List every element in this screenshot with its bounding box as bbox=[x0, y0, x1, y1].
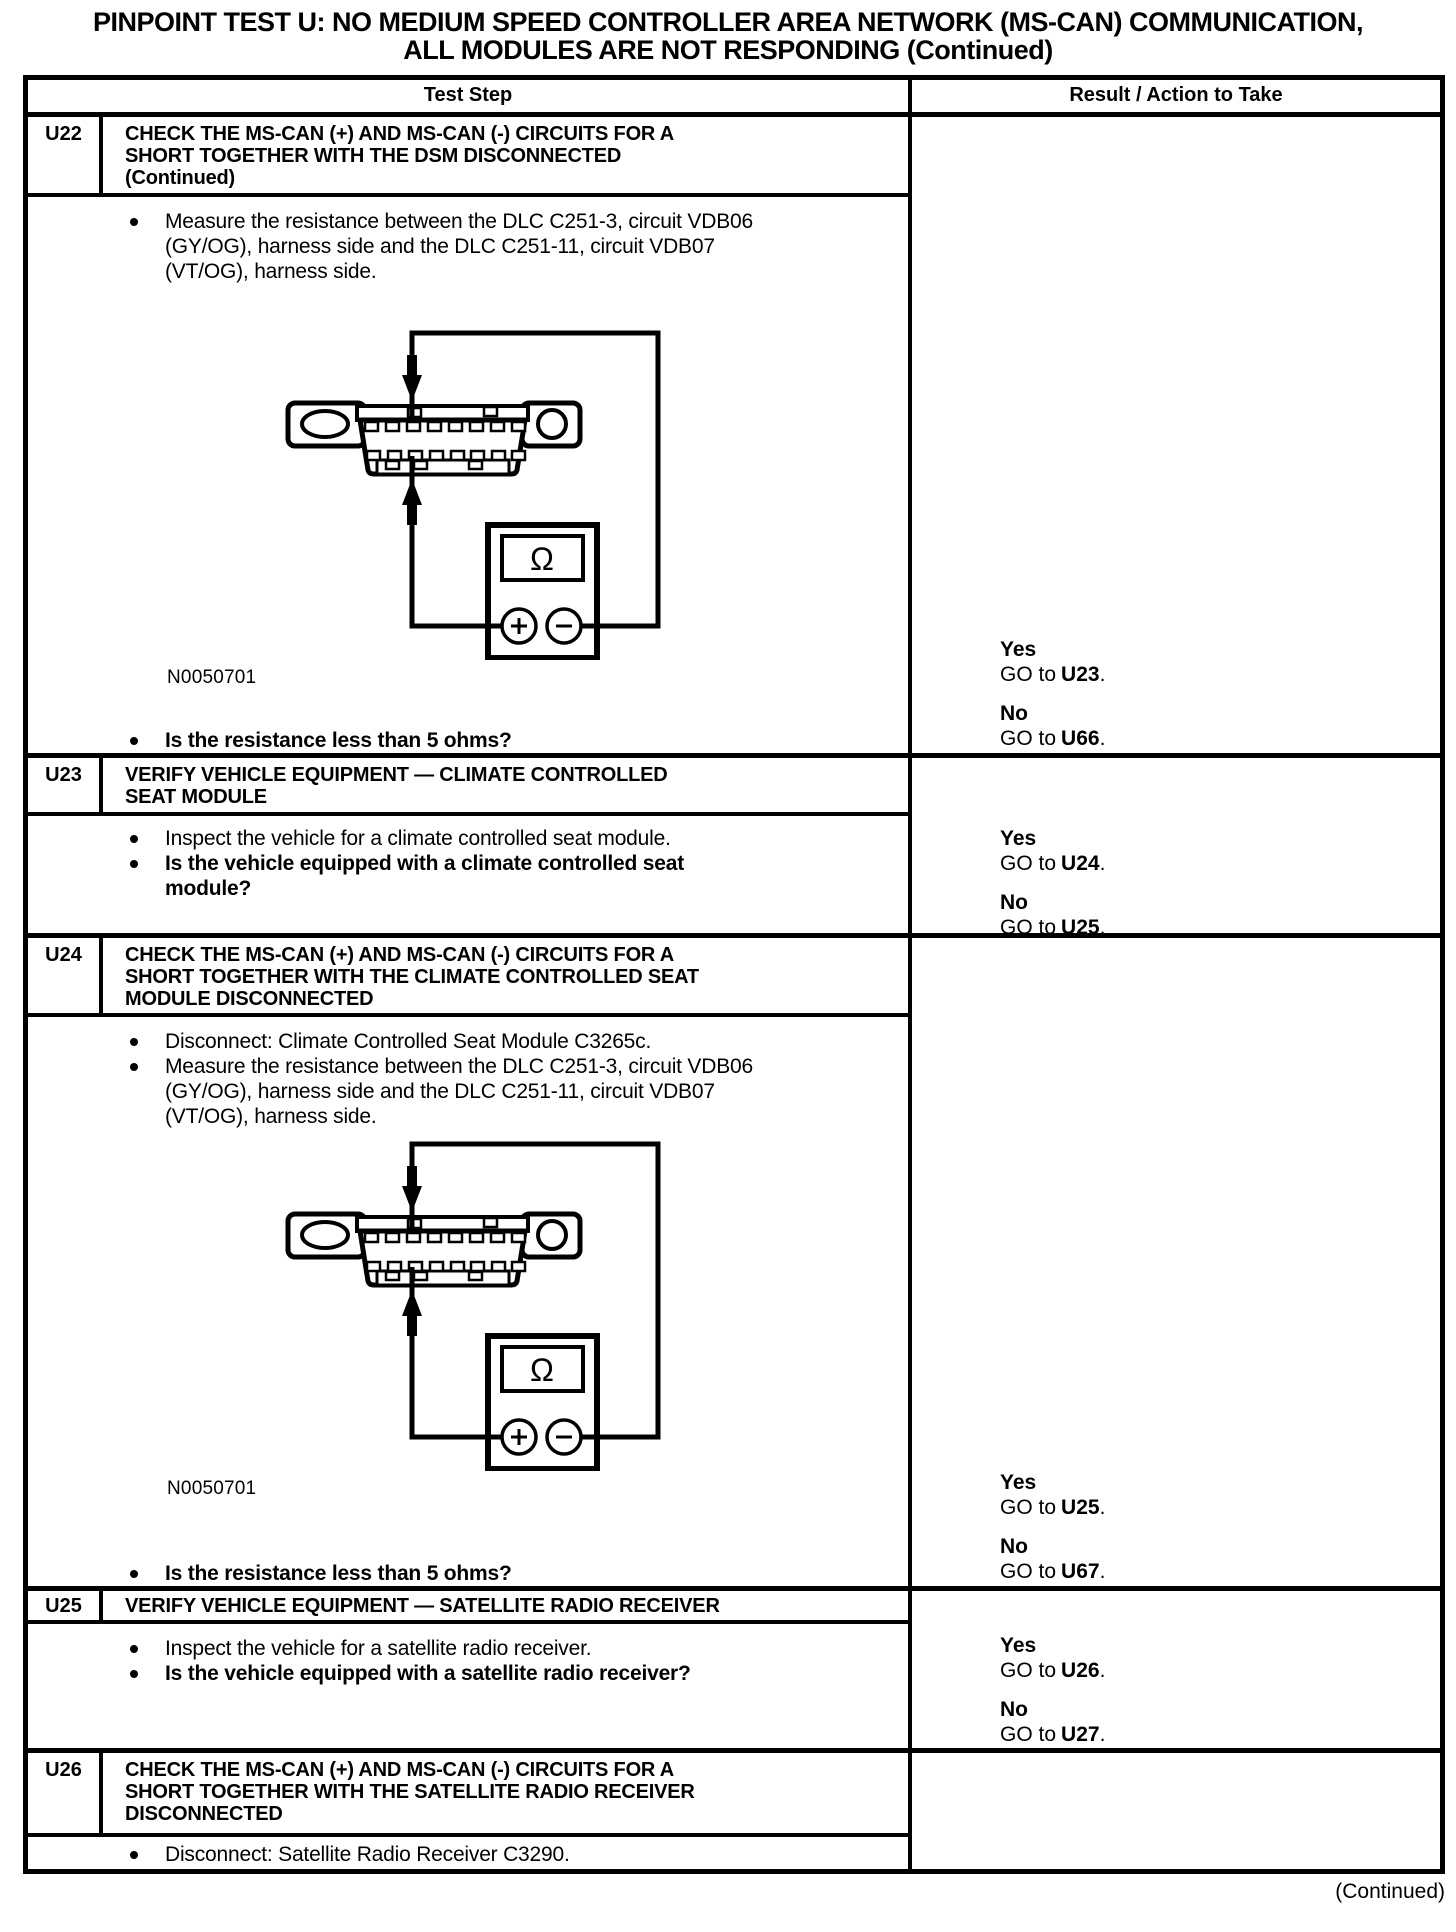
step-title: VERIFY VEHICLE EQUIPMENT — SATELLITE RADIO RECEIVER bbox=[125, 1595, 720, 1617]
question-bullet: Is the resistance less than 5 ohms? bbox=[28, 728, 908, 753]
step-row-u22 bbox=[28, 117, 1440, 758]
instruction-bullet: Measure the resistance between the DLC C251-3, circuit VDB06 (GY/OG), harness side and the DLC C251-11, circuit VDB07 (VT/OG), harness side. bbox=[28, 1054, 908, 1129]
right-mount-hole bbox=[538, 410, 566, 438]
instruction-bullet: Inspect the vehicle for a satellite radio receiver. bbox=[28, 1636, 908, 1661]
step-body bbox=[28, 197, 908, 753]
step-number: U24 bbox=[28, 938, 103, 1013]
step-title: CHECK THE MS-CAN (+) AND MS-CAN (-) CIRCUITS FOR A SHORT TOGETHER WITH THE DSM DISCONNECTED (Continued) bbox=[125, 123, 675, 189]
pinpoint-test-table bbox=[23, 75, 1445, 1874]
column-header-result: Result / Action to Take bbox=[1069, 84, 1283, 106]
instruction-bullet: Disconnect: Satellite Radio Receiver C3290. bbox=[28, 1842, 908, 1867]
page-title bbox=[0, 8, 1456, 64]
dlc-ohmmeter-figure bbox=[140, 330, 670, 690]
result-cell-u26 bbox=[912, 1753, 1440, 1869]
connector-diagram bbox=[140, 1141, 670, 1471]
result-yes: Yes GO to U25. bbox=[1000, 1471, 1106, 1519]
footer-continued: (Continued) bbox=[1335, 1880, 1445, 1903]
step-title: CHECK THE MS-CAN (+) AND MS-CAN (-) CIRCUITS FOR A SHORT TOGETHER WITH THE SATELLITE RADIO RECEIVER DISCONNECTED bbox=[125, 1759, 695, 1825]
bullet-icon bbox=[130, 1063, 138, 1071]
bullet-icon bbox=[130, 1670, 138, 1678]
step-number: U26 bbox=[28, 1753, 103, 1833]
figure-caption: N0050701 bbox=[167, 667, 257, 688]
instruction-bullet: Inspect the vehicle for a climate controlled seat module. bbox=[28, 826, 908, 851]
bullet-icon bbox=[130, 1570, 138, 1578]
ohm-symbol: Ω bbox=[530, 1352, 554, 1388]
column-header-test-step: Test Step bbox=[28, 80, 912, 112]
bullet-icon bbox=[130, 1645, 138, 1653]
result-no: No GO to U66. bbox=[1000, 702, 1106, 750]
step-body bbox=[28, 1017, 908, 1586]
instruction-bullet: Disconnect: Climate Controlled Seat Module C3265c. bbox=[28, 1029, 908, 1054]
connector-diagram bbox=[140, 330, 670, 660]
result-no: No GO to U27. bbox=[1000, 1698, 1106, 1746]
instruction-bullet: Measure the resistance between the DLC C251-3, circuit VDB06 (GY/OG), harness side and the DLC C251-11, circuit VDB07 (VT/OG), harness side. bbox=[28, 209, 908, 284]
result-yes: Yes GO to U24. bbox=[1000, 827, 1106, 875]
page-title-line2: ALL MODULES ARE NOT RESPONDING (Continued) bbox=[403, 35, 1053, 65]
result-cell-u22 bbox=[912, 117, 1440, 753]
result-no: No GO to U25. bbox=[1000, 891, 1106, 939]
dlc-ohmmeter-figure bbox=[140, 1141, 670, 1501]
result-yes: Yes GO to U26. bbox=[1000, 1634, 1106, 1682]
result-cell-u23 bbox=[912, 758, 1440, 939]
step-body bbox=[28, 816, 908, 933]
step-number: U23 bbox=[28, 758, 103, 812]
probe-arrow-up-icon bbox=[402, 479, 422, 525]
right-mount-hole bbox=[538, 1221, 566, 1249]
table-header-row bbox=[28, 80, 1440, 117]
bullet-icon bbox=[130, 835, 138, 843]
step-title: VERIFY VEHICLE EQUIPMENT — CLIMATE CONTROLLED SEAT MODULE bbox=[125, 764, 668, 808]
bullet-icon bbox=[130, 737, 138, 745]
page-title-line1: PINPOINT TEST U: NO MEDIUM SPEED CONTROLLER AREA NETWORK (MS-CAN) COMMUNICATION, bbox=[93, 7, 1363, 37]
step-row-u23 bbox=[28, 758, 1440, 938]
bullet-icon bbox=[130, 218, 138, 226]
question-bullet: Is the vehicle equipped with a satellite radio receiver? bbox=[28, 1661, 908, 1686]
step-row-u26 bbox=[28, 1753, 1440, 1869]
probe-arrow-down-icon bbox=[402, 1166, 422, 1212]
result-yes: Yes GO to U23. bbox=[1000, 638, 1106, 686]
left-mount-hole bbox=[302, 1222, 348, 1248]
step-number: U22 bbox=[28, 117, 103, 193]
step-number: U25 bbox=[28, 1591, 103, 1620]
question-bullet: Is the resistance less than 5 ohms? bbox=[28, 1561, 908, 1586]
step-title: CHECK THE MS-CAN (+) AND MS-CAN (-) CIRCUITS FOR A SHORT TOGETHER WITH THE CLIMATE CONTROLLED SEAT MODULE DISCONNECTED bbox=[125, 944, 699, 1010]
bullet-icon bbox=[130, 860, 138, 868]
probe-arrow-up-icon bbox=[402, 1290, 422, 1336]
result-cell-u25 bbox=[912, 1591, 1440, 1748]
bullet-icon bbox=[130, 1851, 138, 1859]
ohm-symbol: Ω bbox=[530, 541, 554, 577]
step-body bbox=[28, 1837, 908, 1869]
step-row-u25 bbox=[28, 1591, 1440, 1753]
left-mount-hole bbox=[302, 411, 348, 437]
step-body bbox=[28, 1624, 908, 1748]
probe-arrow-down-icon bbox=[402, 355, 422, 401]
result-no: No GO to U67. bbox=[1000, 1535, 1106, 1583]
figure-caption: N0050701 bbox=[167, 1478, 257, 1499]
result-cell-u24 bbox=[912, 938, 1440, 1586]
step-row-u24 bbox=[28, 938, 1440, 1591]
question-bullet: Is the vehicle equipped with a climate controlled seat module? bbox=[28, 851, 908, 901]
bullet-icon bbox=[130, 1038, 138, 1046]
